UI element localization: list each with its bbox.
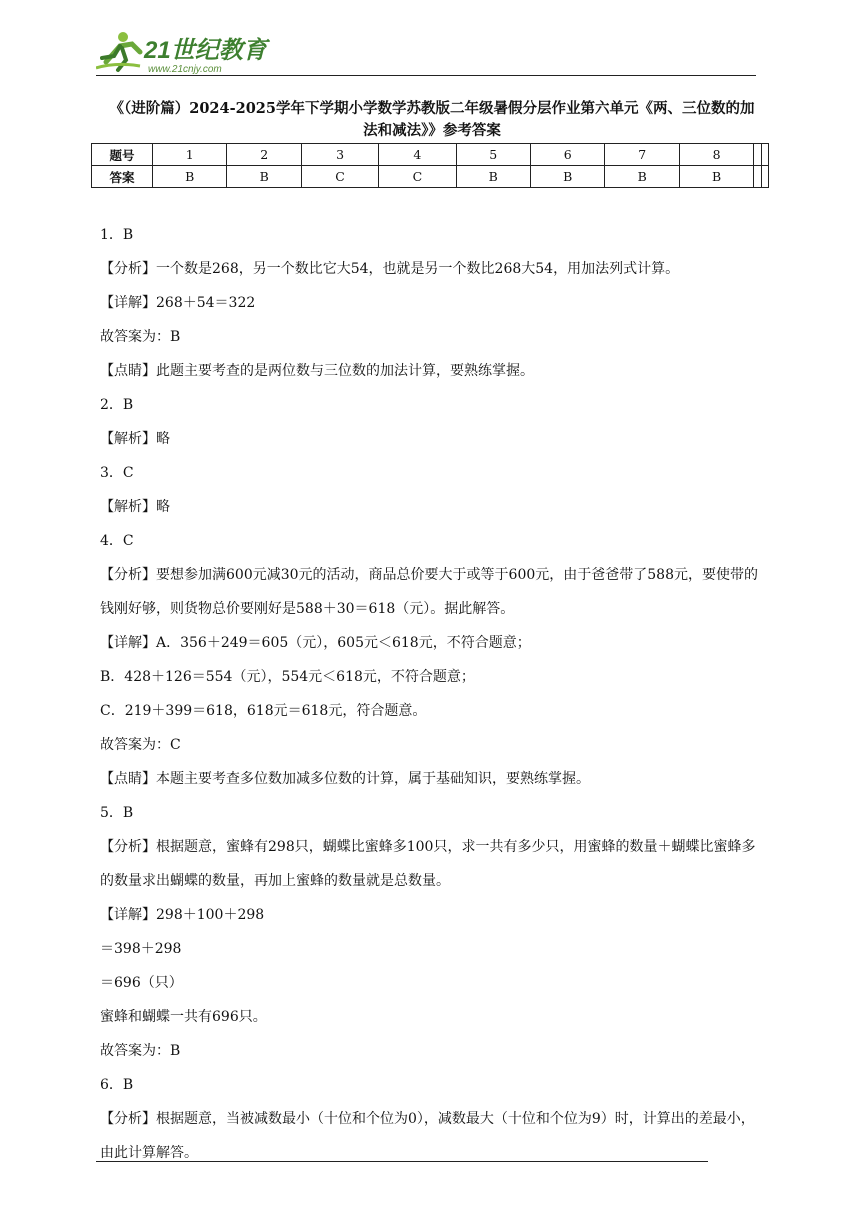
header-divider <box>96 75 756 76</box>
answer-cell <box>761 166 768 188</box>
title-line-2: 法和减法》》参考答案 <box>363 122 501 139</box>
answer-table <box>91 143 769 188</box>
row-label-number: 题号 <box>92 144 153 166</box>
answer-cell: B <box>227 166 301 188</box>
number-cell <box>761 144 768 166</box>
logo-url: www.21cnjy.com <box>148 64 222 75</box>
number-cell: 1 <box>153 144 227 166</box>
answer-cell: B <box>153 166 227 188</box>
number-cell: 6 <box>530 144 604 166</box>
comment-paragraph: 【点睛】本题主要考查多位数加减多位数的计算，属于基础知识，要熟练掌握。 <box>100 771 590 787</box>
solution-line: ＝696（只） <box>100 975 183 991</box>
number-cell: 7 <box>605 144 679 166</box>
solution-line: ＝398＋298 <box>100 941 182 957</box>
question-heading: 6．B <box>100 1077 134 1093</box>
analysis-paragraph: 【解析】略 <box>100 499 170 515</box>
number-cell: 4 <box>379 144 456 166</box>
solution-line: B．428＋126＝554（元），554元＜618元，不符合题意； <box>100 669 475 685</box>
number-cell: 8 <box>679 144 753 166</box>
analysis-paragraph: 【分析】一个数是268，另一个数比它大54，也就是另一个数比268大54，用加法列式计算。 <box>100 261 680 277</box>
logo-text: 21世纪教育 <box>144 37 267 64</box>
title-line-1: 《（进阶篇）2024-2025学年下学期小学数学苏教版二年级暑假分层作业第六单元《两、三位数的加 <box>109 100 755 117</box>
answer-row <box>92 166 769 188</box>
solution-line: C．219＋399＝618，618元＝618元，符合题意。 <box>100 703 427 719</box>
number-cell: 3 <box>301 144 378 166</box>
number-cell <box>754 144 761 166</box>
answer-line: 故答案为：C <box>100 737 181 753</box>
answer-line: 故答案为：B <box>100 1043 181 1059</box>
question-heading: 5．B <box>100 805 134 821</box>
question-number-row <box>92 144 769 166</box>
analysis-paragraph: 【分析】要想参加满600元减30元的活动，商品总价要大于或等于600元，由于爸爸带了588元，要使带的钱刚好够，则货物总价要刚好是588＋30＝618（元）。据此解答。 <box>100 567 758 617</box>
question-heading: 2．B <box>100 397 134 413</box>
answer-explanations <box>100 218 765 1170</box>
footer-divider <box>96 1161 708 1162</box>
solution-paragraph: 【详解】268＋54＝322 <box>100 295 256 311</box>
comment-paragraph: 【点睛】此题主要考查的是两位数与三位数的加法计算，要熟练掌握。 <box>100 363 534 379</box>
solution-paragraph: 【详解】298＋100＋298 <box>100 907 265 923</box>
analysis-paragraph: 【分析】根据题意，当被减数最小（十位和个位为0），减数最大（十位和个位为9）时，计算出的差最小，由此计算解答。 <box>100 1111 755 1161</box>
answer-cell: C <box>379 166 456 188</box>
answer-cell: B <box>605 166 679 188</box>
analysis-paragraph: 【分析】根据题意，蜜蜂有298只，蝴蝶比蜜蜂多100只，求一共有多少只，用蜜蜂的数量＋蝴蝶比蜜蜂多的数量求出蝴蝶的数量，再加上蜜蜂的数量就是总数量。 <box>100 839 756 889</box>
number-cell: 5 <box>456 144 530 166</box>
answer-cell: C <box>301 166 378 188</box>
answer-cell: B <box>530 166 604 188</box>
number-cell: 2 <box>227 144 301 166</box>
page-title <box>100 98 764 142</box>
question-heading: 4．C <box>100 533 134 549</box>
answer-cell: B <box>456 166 530 188</box>
solution-paragraph: 【详解】A．356＋249＝605（元），605元＜618元，不符合题意； <box>100 635 531 651</box>
answer-cell <box>754 166 761 188</box>
answer-cell: B <box>679 166 753 188</box>
question-heading: 1．B <box>100 227 134 243</box>
answer-line: 故答案为：B <box>100 329 181 345</box>
solution-line: 蜜蜂和蝴蝶一共有696只。 <box>100 1009 267 1025</box>
analysis-paragraph: 【解析】略 <box>100 431 170 447</box>
logo-icon <box>96 28 286 76</box>
page-header <box>96 28 756 76</box>
question-heading: 3．C <box>100 465 134 481</box>
row-label-answer: 答案 <box>92 166 153 188</box>
